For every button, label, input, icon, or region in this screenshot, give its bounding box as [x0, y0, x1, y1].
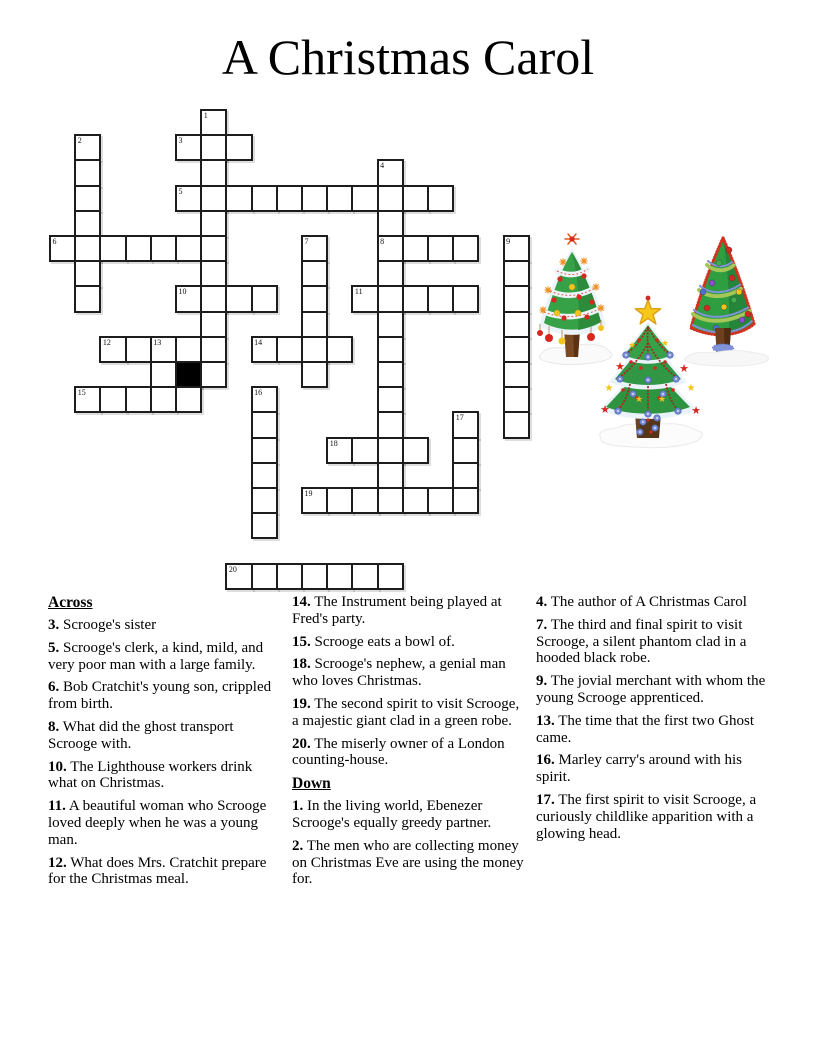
clue-number: 13.: [536, 712, 555, 729]
grid-cell: [503, 260, 530, 287]
clue-number: 3.: [48, 617, 60, 633]
grid-cell: [74, 185, 101, 212]
grid-cell: [99, 386, 126, 413]
svg-text:★: ★: [660, 339, 670, 349]
grid-cell: [251, 336, 278, 363]
grid-cell: [225, 563, 252, 590]
clue-text: Bob Cratchit's young son, crippled from birth.: [48, 679, 272, 713]
cell-number: 3: [178, 136, 183, 146]
grid-cell: [301, 336, 328, 363]
clue-text: The Lighthouse workers drink what on Christmas.: [48, 758, 253, 792]
grid-cell: [377, 260, 404, 287]
grid-cell: [351, 487, 378, 514]
clue-text: The author of A Christmas Carol: [547, 594, 747, 610]
cell-number: 2: [77, 136, 82, 146]
grid-cell: [326, 563, 353, 590]
clue-text: In the living world, Ebenezer Scrooge's equally greedy partner.: [292, 798, 492, 831]
grid-cell: [74, 159, 101, 186]
grid-cell: [503, 235, 530, 262]
clue-text: Marley carry's around with his spirit.: [536, 752, 742, 786]
clue-text: Scrooge's clerk, a kind, mild, and very poor man with a large family.: [48, 639, 264, 673]
svg-text:★: ★: [679, 362, 689, 375]
grid-cell: [225, 134, 252, 161]
clue-number: 8.: [48, 718, 60, 735]
clue-18: [292, 656, 528, 690]
grid-cell: [351, 563, 378, 590]
svg-text:★: ★: [657, 395, 667, 405]
grid-cell: [301, 260, 328, 287]
tree-top-snowflake: [565, 234, 579, 244]
grid-cell: [427, 487, 454, 514]
svg-text:★: ★: [615, 360, 625, 373]
grid-cell: [200, 185, 227, 212]
grid-cell: [200, 311, 227, 338]
grid-cell: [251, 411, 278, 438]
grid-cell: [452, 487, 479, 514]
clue-15: [292, 634, 528, 651]
grid-cell: [301, 285, 328, 312]
grid-cell: [175, 235, 202, 262]
clue-16: [536, 752, 772, 786]
svg-text:★: ★: [686, 383, 696, 394]
grid-cell: [301, 235, 328, 262]
clue-number: 18.: [292, 656, 311, 673]
cell-number: 16: [254, 388, 263, 398]
clue-text: What does Mrs. Cratchit prepare for the Christmas meal.: [48, 854, 267, 888]
grid-cell: [402, 487, 429, 514]
grid-cell: [452, 285, 479, 312]
clue-number: 12.: [48, 854, 67, 871]
svg-text:★: ★: [627, 341, 637, 351]
cell-number: 8: [380, 237, 385, 246]
cell-number: 5: [178, 186, 183, 196]
christmas-tree-left: [537, 234, 612, 365]
clue-3: [48, 617, 284, 634]
grid-cell: [377, 462, 404, 489]
grid-cell: [74, 386, 101, 413]
clue-number: 7.: [536, 616, 548, 633]
grid-cell: [175, 285, 202, 312]
grid-cell: [377, 210, 404, 237]
cell-number: 12: [102, 337, 111, 347]
clue-text: The Instrument being played at Fred's party.: [292, 594, 502, 627]
cell-number: 1: [203, 111, 208, 120]
grid-cell: [225, 285, 252, 312]
clue-10: [48, 759, 284, 793]
clue-6: [48, 679, 284, 713]
clues: [48, 594, 780, 894]
grid-cell: [200, 134, 227, 161]
clue-4: [536, 594, 772, 611]
grid-cell: [377, 311, 404, 338]
clue-9: [536, 673, 772, 707]
grid-cell: [99, 336, 126, 363]
clue-text: The second spirit to visit Scrooge, a majestic giant clad in a green robe.: [292, 695, 520, 729]
grid-cell: [377, 361, 404, 388]
grid-cell: [377, 487, 404, 514]
grid-cell: [377, 386, 404, 413]
black-cell: [175, 361, 202, 388]
grid-cell: [175, 386, 202, 413]
grid-cell: [74, 260, 101, 287]
grid-cell: [326, 336, 353, 363]
grid-cell: [175, 336, 202, 363]
grid-cell: [251, 185, 278, 212]
grid-cell: [200, 361, 227, 388]
cell-number: 11: [354, 287, 363, 297]
grid-cell: [150, 235, 177, 262]
cell-number: 4: [380, 161, 385, 171]
grid-cell: [251, 462, 278, 489]
grid-cell: [377, 185, 404, 212]
grid-cell: [377, 235, 404, 262]
clue-number: 15.: [292, 633, 311, 650]
clue-14: [292, 594, 528, 628]
clue-text: Scrooge's nephew, a genial man who loves Christmas.: [292, 656, 506, 690]
clue-7: [536, 617, 772, 667]
clue-number: 17.: [536, 791, 555, 808]
grid-cell: [377, 159, 404, 186]
clue-text: The miserly owner of a London counting-house.: [292, 735, 505, 769]
svg-text:★: ★: [604, 383, 614, 394]
clue-number: 1.: [292, 798, 304, 815]
clue-11: [48, 798, 284, 848]
grid-cell: [377, 336, 404, 363]
grid-cell: [326, 487, 353, 514]
clue-8: [48, 719, 284, 753]
grid-cell: [503, 311, 530, 338]
grid-cell: [301, 311, 328, 338]
grid-cell: [150, 361, 177, 388]
grid-cell: [74, 285, 101, 312]
svg-text:★: ★: [634, 395, 644, 405]
cell-number: 18: [329, 438, 338, 448]
grid-cell: [99, 235, 126, 262]
grid-cell: [351, 285, 378, 312]
grid-cell: [49, 235, 76, 262]
grid-cell: [200, 260, 227, 287]
grid-cell: [351, 185, 378, 212]
clue-text: The first spirit to visit Scrooge, a curiously childlike apparition with a glowing head.: [536, 791, 757, 842]
grid-cell: [427, 235, 454, 262]
clue-number: 2.: [292, 837, 304, 854]
tree-top-star: [635, 296, 661, 324]
grid-cell: [276, 563, 303, 590]
clue-number: 10.: [48, 758, 67, 775]
cell-number: 13: [153, 337, 162, 347]
cell-number: 6: [52, 237, 57, 246]
grid-cell: [452, 437, 479, 464]
grid-cell: [377, 437, 404, 464]
grid-cell: [503, 336, 530, 363]
svg-text:★: ★: [600, 403, 610, 416]
grid-cell: [251, 437, 278, 464]
grid-cell: [377, 411, 404, 438]
grid-cell: [427, 285, 454, 312]
clue-number: 9.: [536, 673, 548, 690]
grid-cell: [200, 210, 227, 237]
clue-2: [292, 838, 528, 888]
clue-text: What did the ghost transport Scrooge with.: [48, 718, 234, 752]
grid-cell: [125, 386, 152, 413]
clues-heading-across: Across: [48, 594, 93, 611]
grid-cell: [301, 185, 328, 212]
clue-20: [292, 736, 528, 770]
clues-column-1: [48, 594, 292, 894]
grid-cell: [74, 210, 101, 237]
grid-cell: [503, 361, 530, 388]
grid-cell: [326, 437, 353, 464]
clue-text: A beautiful woman who Scrooge loved deeply when he was a young man.: [48, 798, 267, 848]
clue-number: 16.: [536, 752, 555, 769]
grid-cell: [301, 563, 328, 590]
clue-text: The time that the first two Ghost came.: [536, 712, 755, 746]
grid-cell: [251, 285, 278, 312]
grid-cell: [251, 487, 278, 514]
grid-cell: [377, 285, 404, 312]
clues-column-2: [292, 594, 536, 894]
grid-cell: [200, 159, 227, 186]
clue-5: [48, 640, 284, 674]
grid-cell: [251, 512, 278, 539]
grid-cell: [276, 185, 303, 212]
clue-number: 20.: [292, 735, 311, 752]
grid-cell: [251, 563, 278, 590]
grid-cell: [377, 563, 404, 590]
grid-cell: [351, 437, 378, 464]
grid-cell: [452, 235, 479, 262]
clue-number: 6.: [48, 679, 60, 696]
grid-cell: [200, 109, 227, 136]
grid-cell: [326, 185, 353, 212]
cell-number: 14: [254, 337, 263, 347]
grid-cell: [503, 285, 530, 312]
clue-number: 14.: [292, 594, 311, 610]
grid-cell: [452, 411, 479, 438]
clues-column-3: [536, 594, 780, 894]
grid-cell: [276, 336, 303, 363]
cell-number: 7: [304, 237, 309, 246]
grid-cell: [503, 386, 530, 413]
grid-cell: [402, 285, 429, 312]
grid-cell: [200, 285, 227, 312]
christmas-tree-right: [684, 238, 768, 366]
clue-1: [292, 798, 528, 832]
grid-cell: [452, 462, 479, 489]
grid-cell: [150, 386, 177, 413]
clue-17: [536, 792, 772, 842]
grid-cell: [125, 235, 152, 262]
clue-number: 4.: [536, 594, 548, 610]
grid-cell: [150, 336, 177, 363]
clue-text: The men who are collecting money on Christmas Eve are using the money for.: [292, 837, 524, 888]
page-title: A Christmas Carol: [221, 29, 595, 85]
grid-cell: [503, 411, 530, 438]
cell-number: 10: [178, 287, 187, 297]
grid-cell: [251, 386, 278, 413]
clue-text: Scrooge eats a bowl of.: [310, 633, 455, 650]
grid-cell: [175, 185, 202, 212]
grid-cell: [427, 185, 454, 212]
grid-cell: [200, 235, 227, 262]
grid-cell: [125, 336, 152, 363]
clue-number: 19.: [292, 695, 311, 712]
clue-19: [292, 696, 528, 730]
cell-number: 19: [304, 489, 313, 498]
grid-cell: [74, 134, 101, 161]
clues-heading-down: Down: [292, 775, 331, 793]
christmas-tree-middle: [599, 296, 702, 448]
clue-text: Scrooge's sister: [59, 617, 157, 633]
grid-cell: [402, 185, 429, 212]
christmas-trees-illustration: [527, 224, 779, 474]
grid-cell: [200, 336, 227, 363]
grid-cell: [402, 437, 429, 464]
clue-text: The jovial merchant with whom the young Scrooge apprenticed.: [536, 673, 766, 706]
grid-cell: [175, 134, 202, 161]
grid-cell: [301, 487, 328, 514]
grid-cell: [74, 235, 101, 262]
grid-cell: [301, 361, 328, 388]
grid-cell: [402, 235, 429, 262]
cell-number: 15: [77, 388, 86, 398]
cell-number: 17: [455, 413, 464, 423]
svg-text:★: ★: [691, 404, 701, 417]
clue-13: [536, 713, 772, 747]
clue-number: 11.: [48, 798, 66, 815]
grid-cell: [225, 185, 252, 212]
cell-number: 9: [506, 237, 511, 246]
clue-12: [48, 855, 284, 889]
clue-number: 5.: [48, 639, 60, 656]
cell-number: 20: [228, 564, 237, 574]
clue-text: The third and final spirit to visit Scrooge, a silent phantom clad in a hooded black robe.: [536, 616, 747, 667]
